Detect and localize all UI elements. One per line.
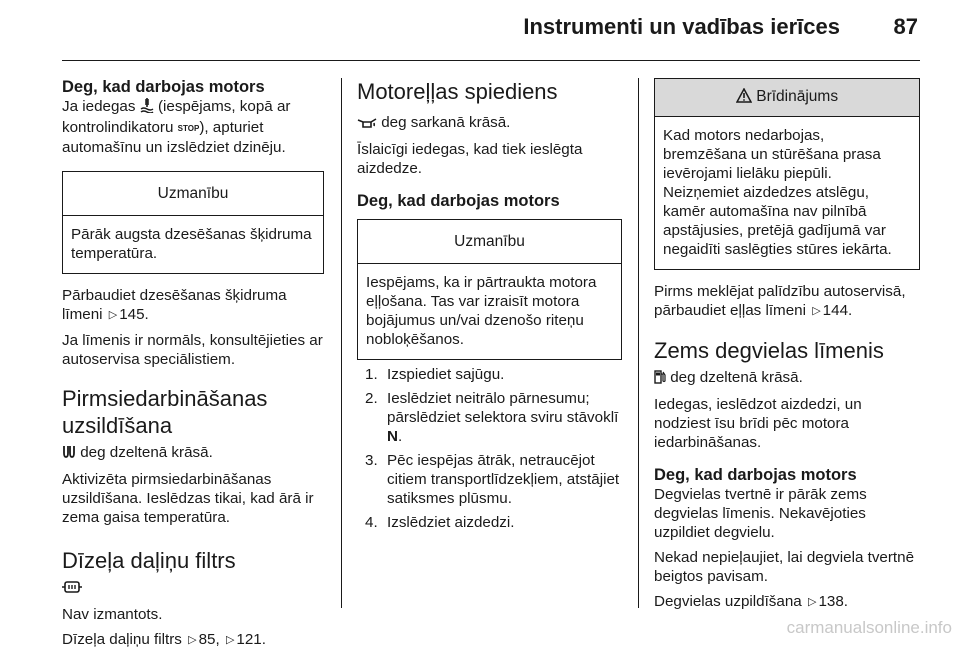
section-heading: Pirmsiedarbināšanas uzsildīšana [62, 386, 268, 438]
page-reference-icon: ▷ [188, 634, 197, 646]
caution-title: Uzmanību [358, 220, 621, 264]
paragraph: Īslaicīgi iedegas, kad tiek ieslēgta aizdedze. [357, 141, 583, 177]
caution-body [358, 264, 621, 359]
paragraph [654, 368, 920, 389]
page-reference[interactable]: 85, [198, 631, 220, 648]
page-reference-icon: ▷ [225, 634, 235, 646]
caution-box [62, 171, 324, 274]
text: Dīzeļa daļiņu filtrs [62, 631, 182, 648]
step-list [357, 365, 622, 532]
section-heading: Deg, kad darbojas motors [62, 78, 265, 96]
section-heading: Deg, kad darbojas motors [357, 192, 560, 210]
text: Degvielas uzpildīšana [654, 593, 802, 610]
text: deg sarkanā krāsā. [381, 114, 511, 131]
paragraph [654, 282, 920, 321]
column-3 [654, 78, 920, 612]
section-heading: Dīzeļa daļiņu filtrs [62, 548, 236, 573]
paragraph [62, 630, 324, 650]
list-item [357, 513, 622, 532]
step-text: Ieslēdziet neitrālo pārnesumu; pārslēdziet selektora sviru stāvoklī [387, 390, 619, 426]
fuel-pump-icon [654, 370, 666, 389]
watermark: carmanualsonline.info [786, 618, 952, 637]
column-divider [341, 78, 342, 608]
paragraph: Iedegas, ieslēdzot aizdedzi, un nodziest īsu brīdi pēc motora iedarbināšanas. [654, 396, 862, 451]
page-reference[interactable]: 138. [818, 593, 849, 610]
paragraph: Nav izmantots. [62, 606, 163, 623]
text: deg dzeltenā krāsā. [670, 369, 803, 386]
section-heading: Motoreļļas spiediens [357, 79, 558, 104]
caution-title: Uzmanību [63, 172, 323, 216]
paragraph [62, 578, 324, 599]
text: Ja iedegas [62, 98, 136, 115]
text: (iespējams, kopā ar kontrolindikatoru [62, 98, 291, 136]
page-reference[interactable]: 144. [822, 302, 853, 319]
paragraph: Degvielas tvertnē ir pārāk zems degvielas līmenis. Nekavējoties uzpildiet degvielu. [654, 486, 867, 541]
step-text: Izspiediet sajūgu. [387, 366, 505, 383]
diesel-particle-filter-icon [62, 580, 82, 599]
caution-text: Pārāk augsta dzesēšanas šķidruma temperatūra. [71, 226, 312, 262]
page-reference-icon: ▷ [807, 596, 817, 608]
paragraph [62, 443, 324, 464]
page-reference[interactable]: 145. [119, 306, 149, 323]
gear-position: N [387, 428, 398, 445]
page-number: 87 [893, 14, 918, 39]
warning-text: Kad motors nedarbojas, bremzēšana un stūrēšana prasa ievērojami lielāku piepūli. [663, 127, 881, 182]
text: ), apturiet automašīnu un izslēdziet dzinēju. [62, 119, 286, 156]
header-title: Instrumenti un vadības ierīces [523, 14, 840, 39]
text: deg dzeltenā krāsā. [80, 444, 213, 461]
section-heading: Deg, kad darbojas motors [654, 466, 857, 484]
list-item [357, 389, 622, 446]
column-2 [357, 78, 622, 532]
stop-indicator-icon: STOP [177, 124, 200, 133]
page-reference-icon: ▷ [812, 305, 821, 317]
list-item [357, 365, 622, 384]
warning-header [655, 79, 919, 117]
section-heading: Zems degvielas līmenis [654, 338, 884, 363]
warning-box [654, 78, 920, 270]
warning-title: Brīdinājums [756, 88, 839, 105]
step-number: 2. [365, 390, 378, 407]
caution-text: Iespējams, ka ir pārtraukta motora eļļošana. Tas var izraisīt motora bojājumus un/vai dzenošo riteņu nobloķēšanos. [366, 274, 597, 348]
page-reference[interactable]: 121. [236, 631, 266, 648]
step-text: . [397, 428, 403, 445]
paragraph: Ja līmenis ir normāls, konsultējieties ar autoservisa speciālistiem. [62, 332, 323, 368]
step-text: Izslēdziet aizdedzi. [387, 514, 515, 531]
paragraph [62, 97, 324, 157]
header-rule [62, 60, 920, 61]
step-number: 1. [365, 366, 378, 383]
page-header [0, 0, 960, 64]
warning-text: Neizņemiet aizdedzes atslēgu, kamēr automašīna nav pilnībā apstājusies, pretējā gadījumā var negaidīti saslēgties stūres iekārta. [663, 184, 892, 258]
list-item [357, 451, 622, 508]
coolant-temperature-icon [140, 97, 154, 118]
step-number: 4. [365, 514, 378, 531]
column-1 [62, 78, 324, 650]
page-reference-icon: ▷ [108, 309, 118, 321]
paragraph [654, 592, 920, 612]
step-number: 3. [365, 452, 378, 469]
column-divider [638, 78, 639, 608]
text: Pirms meklējat palīdzību autoservisā, pārbaudiet eļļas līmeni [654, 283, 906, 319]
text: Pārbaudiet dzesēšanas šķidruma līmeni [62, 287, 287, 323]
caution-body [63, 216, 323, 273]
paragraph [62, 286, 324, 325]
paragraph: Aktivizēta pirmsiedarbināšanas uzsildīšana. Ieslēdzas tikai, kad ārā ir zema gaisa temperatūra. [62, 471, 314, 526]
paragraph [357, 113, 622, 134]
glow-plug-icon [62, 445, 76, 464]
warning-triangle-icon [736, 88, 752, 108]
step-text: Pēc iespējas ātrāk, netraucējot citiem transportlīdzekļiem, atstājiet satiksmes plūsmu. [387, 452, 620, 507]
paragraph: Nekad nepieļaujiet, lai degviela tvertnē beigtos pavisam. [654, 549, 915, 585]
warning-body [655, 117, 919, 269]
caution-box [357, 219, 622, 360]
oil-pressure-icon [357, 115, 377, 134]
